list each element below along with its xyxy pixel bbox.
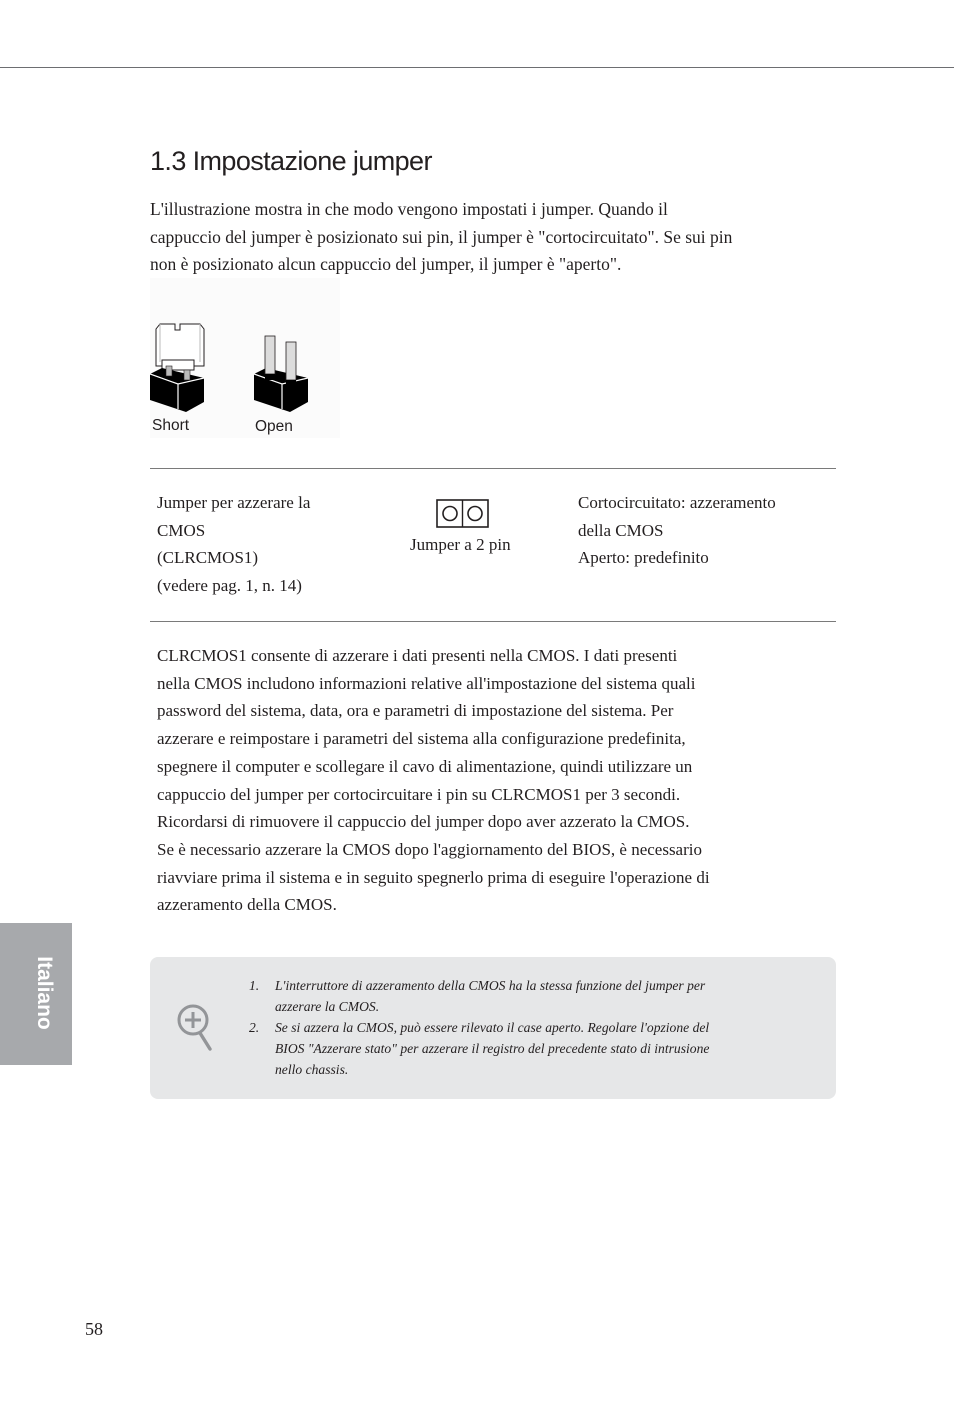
page-number: 58 <box>85 1319 103 1339</box>
jumper-setting-line: Cortocircuitato: azzeramento <box>578 493 776 512</box>
jumper-name-line: Jumper per azzerare la <box>157 493 311 512</box>
open-label: Open <box>255 418 293 435</box>
jumper-illustration <box>150 278 340 438</box>
note-item <box>245 975 709 1017</box>
description-line: Ricordarsi di rimuovere il cappuccio del jumper dopo aver azzerato la CMOS. <box>157 812 690 832</box>
header-rule <box>0 67 954 68</box>
note-line: L'interruttore di azzeramento della CMOS ha la stessa funzione del jumper per <box>275 978 706 993</box>
jumper-name-line: (CLRCMOS1) <box>157 548 259 568</box>
description-line: CLRCMOS1 consente di azzerare i dati presenti nella CMOS. I dati presenti <box>157 646 678 665</box>
jumper-setting-line: della CMOS <box>578 520 664 540</box>
note-line: Se si azzera la CMOS, può essere rilevato il case aperto. Regolare l'opzione del <box>275 1020 710 1035</box>
note-line: azzerare la CMOS. <box>275 999 380 1014</box>
note-number: 2. <box>249 1020 260 1035</box>
jumper-name-cell <box>157 489 377 600</box>
description-line: cappuccio del jumper per cortocircuitare i pin su CLRCMOS1 per 3 secondi. <box>157 784 681 804</box>
language-tab-label: Italiano <box>33 956 56 1030</box>
note-item <box>245 1017 709 1080</box>
description-line: nella CMOS includono informazioni relative all'impostazione del sistema quali <box>157 673 696 693</box>
note-line: nello chassis. <box>275 1062 349 1077</box>
description-line: azzeramento della CMOS. <box>157 895 337 915</box>
section-title: 1.3 Impostazione jumper <box>150 146 432 176</box>
two-pin-jumper-icon <box>436 499 489 529</box>
jumper-name-line: (vedere pag. 1, n. 14) <box>157 576 302 596</box>
description-paragraph <box>157 642 797 919</box>
description-line: spegnere il computer e scollegare il cavo di alimentazione, quindi utilizzare un <box>157 756 693 776</box>
table-top-rule <box>150 468 836 469</box>
description-line: Se è necessario azzerare la CMOS dopo l'aggiornamento del BIOS, è necessario <box>157 839 702 859</box>
jumper-type-cell: Jumper a 2 pin <box>410 535 511 554</box>
description-line: azzerare e reimpostare i parametri del sistema alla configurazione predefinita, <box>157 729 686 749</box>
intro-line: cappuccio del jumper è posizionato sui pin, il jumper è "cortocircuitato". Se sui pin <box>150 226 733 247</box>
note-number: 1. <box>249 978 260 993</box>
open-jumper-graphic <box>254 336 308 412</box>
table-bottom-rule <box>150 621 836 622</box>
intro-paragraph <box>150 196 790 279</box>
jumper-diagram <box>150 278 340 438</box>
description-line: riavviare prima il sistema e in seguito spegnerlo prima di eseguire l'operazione di <box>157 867 710 887</box>
short-jumper-graphic <box>150 324 204 412</box>
jumper-name-line: CMOS <box>157 520 206 540</box>
jumper-setting-cell <box>578 489 828 572</box>
intro-line: non è posizionato alcun cappuccio del jumper, il jumper è "aperto". <box>150 254 622 275</box>
short-label: Short <box>152 417 190 434</box>
jumper-setting-line: Aperto: predefinito <box>578 548 709 568</box>
note-list <box>245 975 709 1080</box>
intro-line: L'illustrazione mostra in che modo vengono impostati i jumper. Quando il <box>150 199 668 219</box>
magnifier-plus-icon <box>177 1002 213 1052</box>
description-line: password del sistema, data, ora e parametri di impostazione del sistema. Per <box>157 701 674 721</box>
note-box <box>150 957 836 1099</box>
note-line: BIOS "Azzerare stato" per azzerare il registro del precedente stato di intrusione <box>275 1041 710 1056</box>
